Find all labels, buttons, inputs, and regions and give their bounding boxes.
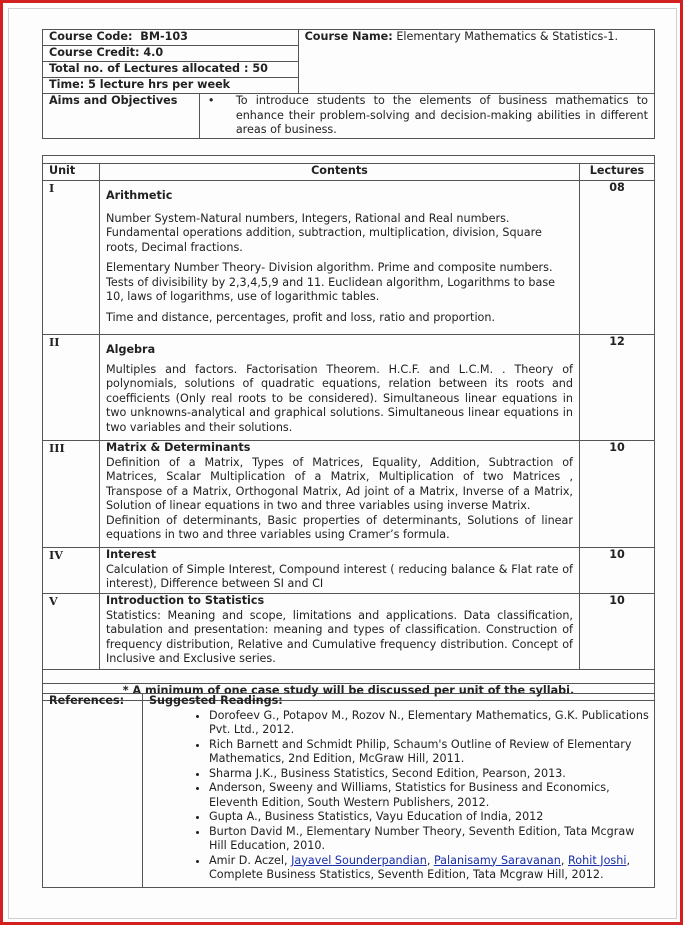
spacer-row — [43, 156, 655, 164]
unit-row — [43, 181, 655, 335]
reading-rest: , Complete Business Statistics, Seventh Edition, Tata Mcgraw Hill, 2012. — [208, 853, 631, 881]
case-study-note: * A minimum of one case study will be discussed per unit of the syllabi. — [43, 684, 655, 701]
unit-title: Arithmetic — [105, 189, 173, 202]
unit-paragraph: Definition of a Matrix, Types of Matrices, Equality, Addition, Subtraction of Matrices, Scalar Multiplication of a Matrix, Multiplication of two Matrices , Transpose of a Matrix, Orthogonal Matrix, Ad joint of a Matrix, Inverse of a Matrix, Solution of linear equations in two and three variables using inverse Matrix. — [105, 455, 573, 512]
unit-paragraph: Number System-Natural numbers, Integers, Rational and Real numbers. Fundamental operations addition, subtraction, multiplication, division, Square roots, Decimal fractions. — [105, 211, 542, 254]
unit-lectures: 10 — [580, 594, 655, 670]
unit-lectures: 12 — [580, 335, 655, 441]
unit-paragraph: Multiples and factors. Factorisation Theorem. H.C.F. and L.C.M. . Theory of polynomials, solutions of quadratic equations, relation between its roots and coefficients (Only real roots to be considered). Simultaneous linear equations in two unknowns-analytical and graphical solutions. Simultaneous linear equations in two variables and their solutions. — [105, 362, 573, 434]
aims-cell — [199, 94, 654, 139]
course-header-table — [42, 29, 655, 139]
course-code-value: BM-103 — [140, 30, 188, 43]
unit-title: Introduction to Statistics — [105, 594, 265, 607]
unit-number: III — [43, 441, 100, 548]
reading-item: • Dorofeev G., Potapov M., Rozov N., Elementary Mathematics, G.K. Publications Pvt. Ltd., 2012. — [209, 709, 654, 738]
time-per-week: Time: 5 lecture hrs per week — [43, 78, 299, 94]
unit-lectures: 10 — [580, 441, 655, 548]
unit-number: V — [43, 594, 100, 670]
suggested-readings-heading: Suggested Readings: — [148, 694, 283, 707]
course-name-value: Elementary Mathematics & Statistics-1. — [396, 30, 619, 43]
unit-title: Algebra — [105, 343, 156, 356]
readings-list — [149, 709, 654, 883]
unit-number: I — [43, 181, 100, 335]
unit-lectures: 10 — [580, 548, 655, 594]
unit-header: Unit — [43, 164, 100, 181]
unit-contents — [99, 594, 579, 670]
unit-row — [43, 548, 655, 594]
course-credit: Course Credit: 4.0 — [43, 46, 299, 62]
unit-paragraph: Calculation of Simple Interest, Compound interest ( reducing balance & Flat rate of interest), Difference between SI and CI — [105, 562, 573, 590]
course-code-label: Course Code: — [49, 30, 133, 43]
unit-paragraph: Time and distance, percentages, profit and loss, ratio and proportion. — [105, 310, 496, 324]
contents-header: Contents — [99, 164, 579, 181]
reading-item: • Burton David M., Elementary Number Theory, Seventh Edition, Tata Mcgraw Hill Education, 2010. — [209, 825, 654, 854]
author-link[interactable]: Palanisamy Saravanan — [433, 853, 561, 867]
reading-item: • Amir D. Aczel, Jayavel Sounderpandian, Palanisamy Saravanan, Rohit Joshi, Complete Business Statistics, Seventh Edition, Tata Mcgraw Hill, 2012. — [209, 854, 654, 883]
unit-paragraph: Elementary Number Theory- Division algorithm. Prime and composite numbers. Tests of divisibility by 2,3,4,5,9 and 11. Euclidean algorithm, Logarithms to base 10, laws of logarithms, use of logarithmic tables. — [105, 261, 556, 303]
unit-title: Matrix & Determinants — [105, 441, 251, 454]
author-link[interactable]: Jayavel Sounderpandian — [291, 853, 427, 867]
unit-title: Interest — [105, 548, 157, 561]
course-name-cell — [298, 30, 654, 94]
spacer-row — [43, 670, 655, 684]
reading-item: • Gupta A., Business Statistics, Vayu Education of India, 2012 — [209, 810, 654, 825]
unit-contents — [99, 441, 579, 548]
aims-bullet: • — [207, 94, 215, 107]
lectures-allocated: Total no. of Lectures allocated : 50 — [43, 62, 299, 78]
reading-item: • Anderson, Sweeny and Williams, Statistics for Business and Economics, Eleventh Edition, South Western Publishers, 2012. — [209, 781, 654, 810]
references-cell — [142, 694, 654, 888]
unit-paragraph: Definition of determinants, Basic properties of determinants, Solutions of linear equations in two and three variables using Cramer’s formula. — [105, 513, 573, 541]
course-name-label: Course Name: — [304, 30, 393, 43]
unit-lectures: 08 — [580, 181, 655, 335]
reading-author: Amir D. Aczel, — [208, 853, 288, 867]
unit-number: IV — [43, 548, 100, 594]
unit-contents — [99, 548, 579, 594]
reading-item: • Sharma J.K., Business Statistics, Second Edition, Pearson, 2013. — [209, 767, 654, 782]
unit-row — [43, 335, 655, 441]
unit-row — [43, 594, 655, 670]
aims-label: Aims and Objectives — [43, 94, 200, 139]
unit-paragraph: Statistics: Meaning and scope, limitations and applications. Data classification, tabulation and presentation: meaning and types of classification. Construction of frequency distribution, Relative and Cumulative frequency distribution. Concept of Inclusive and Exclusive series. — [105, 608, 573, 665]
units-table — [42, 155, 655, 701]
author-link[interactable]: Rohit Joshi — [568, 853, 627, 867]
aims-text: To introduce students to the elements of business mathematics to enhance their problem-solving and decision-making abilities in different areas of business. — [235, 94, 648, 136]
unit-contents — [99, 335, 579, 441]
unit-row — [43, 441, 655, 548]
unit-number: II — [43, 335, 100, 441]
unit-contents — [99, 181, 579, 335]
reading-item: • Rich Barnett and Schmidt Philip, Schaum's Outline of Review of Elementary Mathematics, 2nd Edition, McGraw Hill, 2011. — [209, 738, 654, 767]
lectures-header: Lectures — [580, 164, 655, 181]
document-body — [8, 8, 677, 919]
references-label: References: — [43, 694, 143, 888]
references-table — [42, 693, 655, 888]
course-code-cell — [43, 30, 299, 46]
